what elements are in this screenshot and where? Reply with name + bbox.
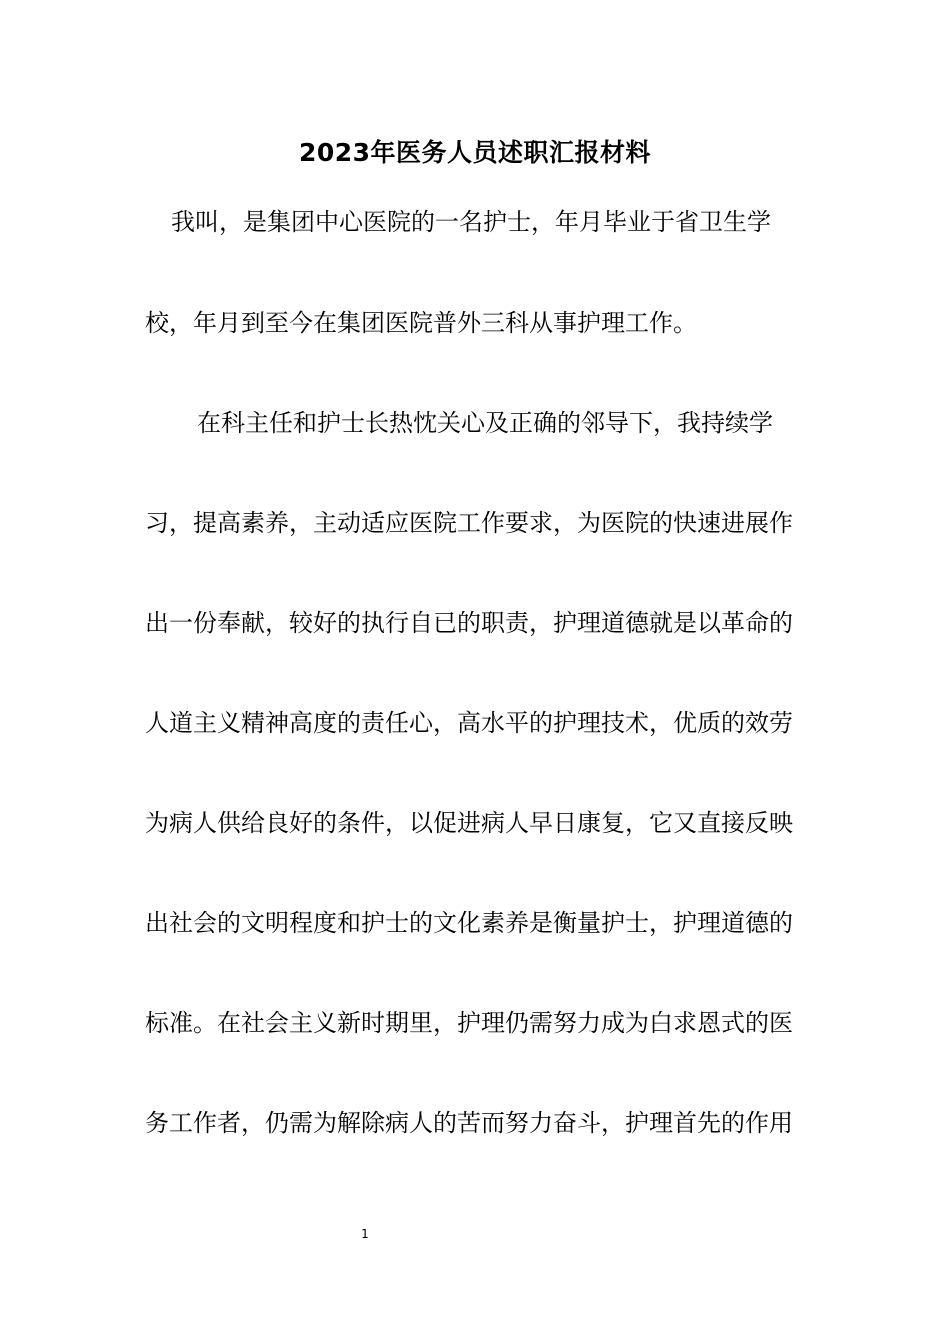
paragraph-line (0, 803, 950, 843)
page-number: 1 (361, 1227, 369, 1241)
paragraph-line (0, 403, 950, 443)
line-text: 标准。在社会主义新时期里，护理仍需努力成为白求恩式的医 (145, 1009, 793, 1037)
line-text: 在科主任和护士长热忱关心及正确的邻导下，我持续学 (197, 409, 773, 437)
line-text: 出一份奉献，较好的执行自已的职责，护理道德就是以革命的 (145, 609, 793, 637)
line-text: 我叫，是集团中心医院的一名护士，年月毕业于省卫生学 (171, 208, 771, 236)
line-text: 人道主义精神高度的责任心，高水平的护理技术，优质的效劳 (145, 709, 793, 737)
paragraph-line (0, 903, 950, 943)
paragraph-line (0, 202, 950, 242)
paragraph-line (0, 703, 950, 743)
document-title: 2023年医务人员述职汇报材料 (298, 138, 652, 167)
line-text: 为病人供给良好的条件，以促进病人早日康复，它又直接反映 (145, 809, 793, 837)
paragraph-line (0, 503, 950, 543)
line-text: 务工作者，仍需为解除病人的苦而努力奋斗，护理首先的作用 (145, 1109, 793, 1137)
paragraph-line (0, 1003, 950, 1043)
paragraph-line (0, 1103, 950, 1143)
line-text: 校，年月到至今在集团医院普外三科从事护理工作。 (145, 309, 697, 337)
line-text: 习，提高素养，主动适应医院工作要求，为医院的快速进展作 (145, 509, 793, 537)
paragraph-line (0, 603, 950, 643)
paragraph-line (0, 303, 950, 343)
line-text: 出社会的文明程度和护士的文化素养是衡量护士，护理道德的 (145, 909, 793, 937)
